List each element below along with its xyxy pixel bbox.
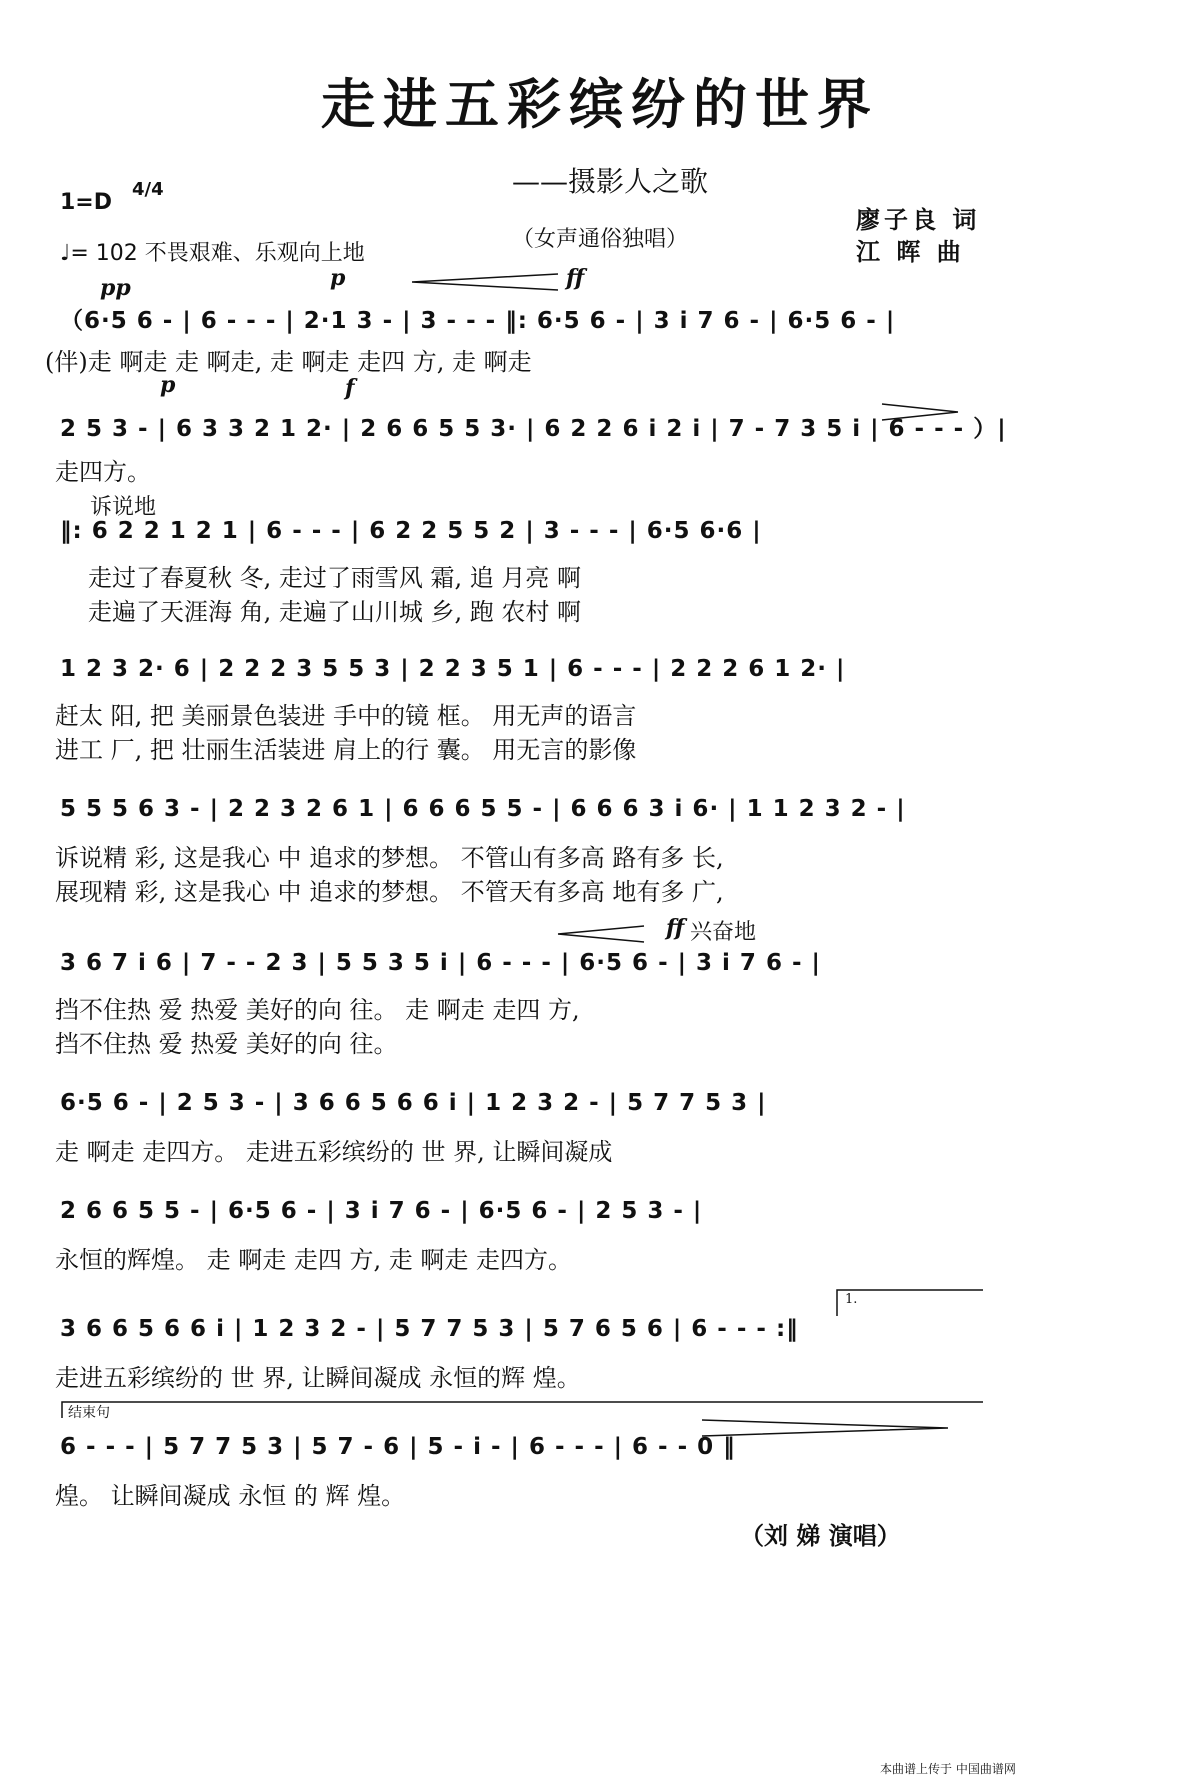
notation-line-9: 3 6 6 5 6 6 i | 1 2 3 2 - | 5 7 7 5 3 | 5 7 6 5 6 | 6 - - - :‖ — [60, 1316, 799, 1342]
tempo-marking: ♩= 102 不畏艰难、乐观向上地 — [60, 241, 365, 266]
lyrics-line-4b: 进工 厂, 把 壮丽生活装进 肩上的行 囊。 用无言的影像 — [55, 736, 637, 764]
notation-line-1: （6·5 6 - | 6 - - - | 2·1 3 - | 3 - - - ‖: 6·5 6 - | 3 i 7 6 - | 6·5 6 - | — [60, 308, 896, 334]
dynamic-mark: p — [160, 372, 176, 398]
lyrics-line-10: 煌。 让瞬间凝成 永恒 的 辉 煌。 — [55, 1482, 406, 1510]
first-ending-bracket — [835, 1288, 985, 1318]
coda-label: 结束句 — [68, 1405, 110, 1421]
dynamic-mark: ff — [566, 265, 585, 291]
notation-line-6: 3 6 7 i 6 | 7 - - 2 3 | 5 5 3 5 i | 6 - - - | 6·5 6 - | 3 i 7 6 - | — [60, 950, 821, 976]
lyrics-line-7: 走 啊走 走四方。 走进五彩缤纷的 世 界, 让瞬间凝成 — [55, 1138, 613, 1166]
lyrics-line-3b: 走遍了天涯海 角, 走遍了山川城 乡, 跑 农村 啊 — [88, 598, 582, 626]
singer-credit: （刘 娣 演唱） — [740, 1522, 901, 1550]
first-ending-label: 1. — [845, 1292, 858, 1307]
dynamic-mark: f — [345, 375, 355, 401]
lyrics-line-5a: 诉说精 彩, 这是我心 中 追求的梦想。 不管山有多高 路有多 长, — [55, 844, 724, 872]
notation-line-8: 2 6 6 5 5 - | 6·5 6 - | 3 i 7 6 - | 6·5 6 - | 2 5 3 - | — [60, 1198, 703, 1224]
decrescendo-hairpin — [700, 1418, 950, 1438]
composer-credit: 江 晖 曲 — [856, 238, 965, 266]
notation-line-10: 6 - - - | 5 7 7 5 3 | 5 7 - 6 | 5 - i - | 6 - - - | 6 - - 0 ‖ — [60, 1434, 736, 1460]
dynamic-mark: ff — [666, 915, 685, 941]
lyrics-line-2: 走四方。 — [55, 458, 151, 486]
crescendo-hairpin — [556, 924, 646, 944]
site-footer: 本曲谱上传于 中国曲谱网 — [880, 1762, 1016, 1776]
notation-line-2: 2 5 3 - | 6 3 3 2 1 2· | 2 6 6 5 5 3· | 6 2 2 6 i 2 i | 7 - 7 3 5 i | 6 - - - ）| — [60, 416, 1007, 442]
lyrics-line-3a: 走过了春夏秋 冬, 走过了雨雪风 霜, 追 月亮 啊 — [88, 564, 582, 592]
lyrics-line-1: (伴)走 啊走 走 啊走, 走 啊走 走四 方, 走 啊走 — [45, 348, 532, 376]
lyrics-line-4a: 赶太 阳, 把 美丽景色装进 手中的镜 框。 用无声的语言 — [55, 702, 637, 730]
lyrics-line-5b: 展现精 彩, 这是我心 中 追求的梦想。 不管天有多高 地有多 广, — [55, 878, 724, 906]
notation-line-3: ‖: 6 2 2 1 2 1 | 6 - - - | 6 2 2 5 5 2 | 3 - - - | 6·5 6·6 | — [60, 518, 762, 544]
key-signature: 1=D — [60, 190, 113, 215]
notation-line-4: 1 2 3 2· 6 | 2 2 2 3 5 5 3 | 2 2 3 5 1 | 6 - - - | 2 2 2 6 1 2· | — [60, 656, 846, 682]
lyrics-line-6a: 挡不住热 爱 热爱 美好的向 往。 走 啊走 走四 方, — [55, 996, 580, 1024]
lyrics-line-8: 永恒的辉煌。 走 啊走 走四 方, 走 啊走 走四方。 — [55, 1246, 573, 1274]
notation-line-7: 6·5 6 - | 2 5 3 - | 3 6 6 5 6 6 i | 1 2 3 2 - | 5 7 7 5 3 | — [60, 1090, 767, 1116]
expression-text: 兴奋地 — [690, 920, 757, 945]
lyrics-line-9: 走进五彩缤纷的 世 界, 让瞬间凝成 永恒的辉 煌。 — [55, 1364, 581, 1392]
coda-bracket — [60, 1400, 985, 1420]
crescendo-hairpin — [410, 272, 560, 292]
song-subtitle: ——摄影人之歌 — [511, 165, 708, 198]
dynamic-mark: p — [330, 265, 346, 291]
performance-note: （女声通俗独唱） — [511, 227, 688, 252]
song-title: 走进五彩缤纷的世界 — [321, 73, 879, 136]
time-signature: 4/4 — [132, 179, 164, 200]
lyricist-credit: 廖子良 词 — [856, 206, 981, 234]
notation-line-5: 5 5 5 6 3 - | 2 2 3 2 6 1 | 6 6 6 5 5 - | 6 6 6 3 i 6· | 1 1 2 3 2 - | — [60, 796, 906, 822]
lyrics-line-6b: 挡不住热 爱 热爱 美好的向 往。 — [55, 1030, 398, 1058]
dynamic-mark: pp — [100, 275, 131, 301]
expression-text: 诉说地 — [90, 495, 157, 520]
